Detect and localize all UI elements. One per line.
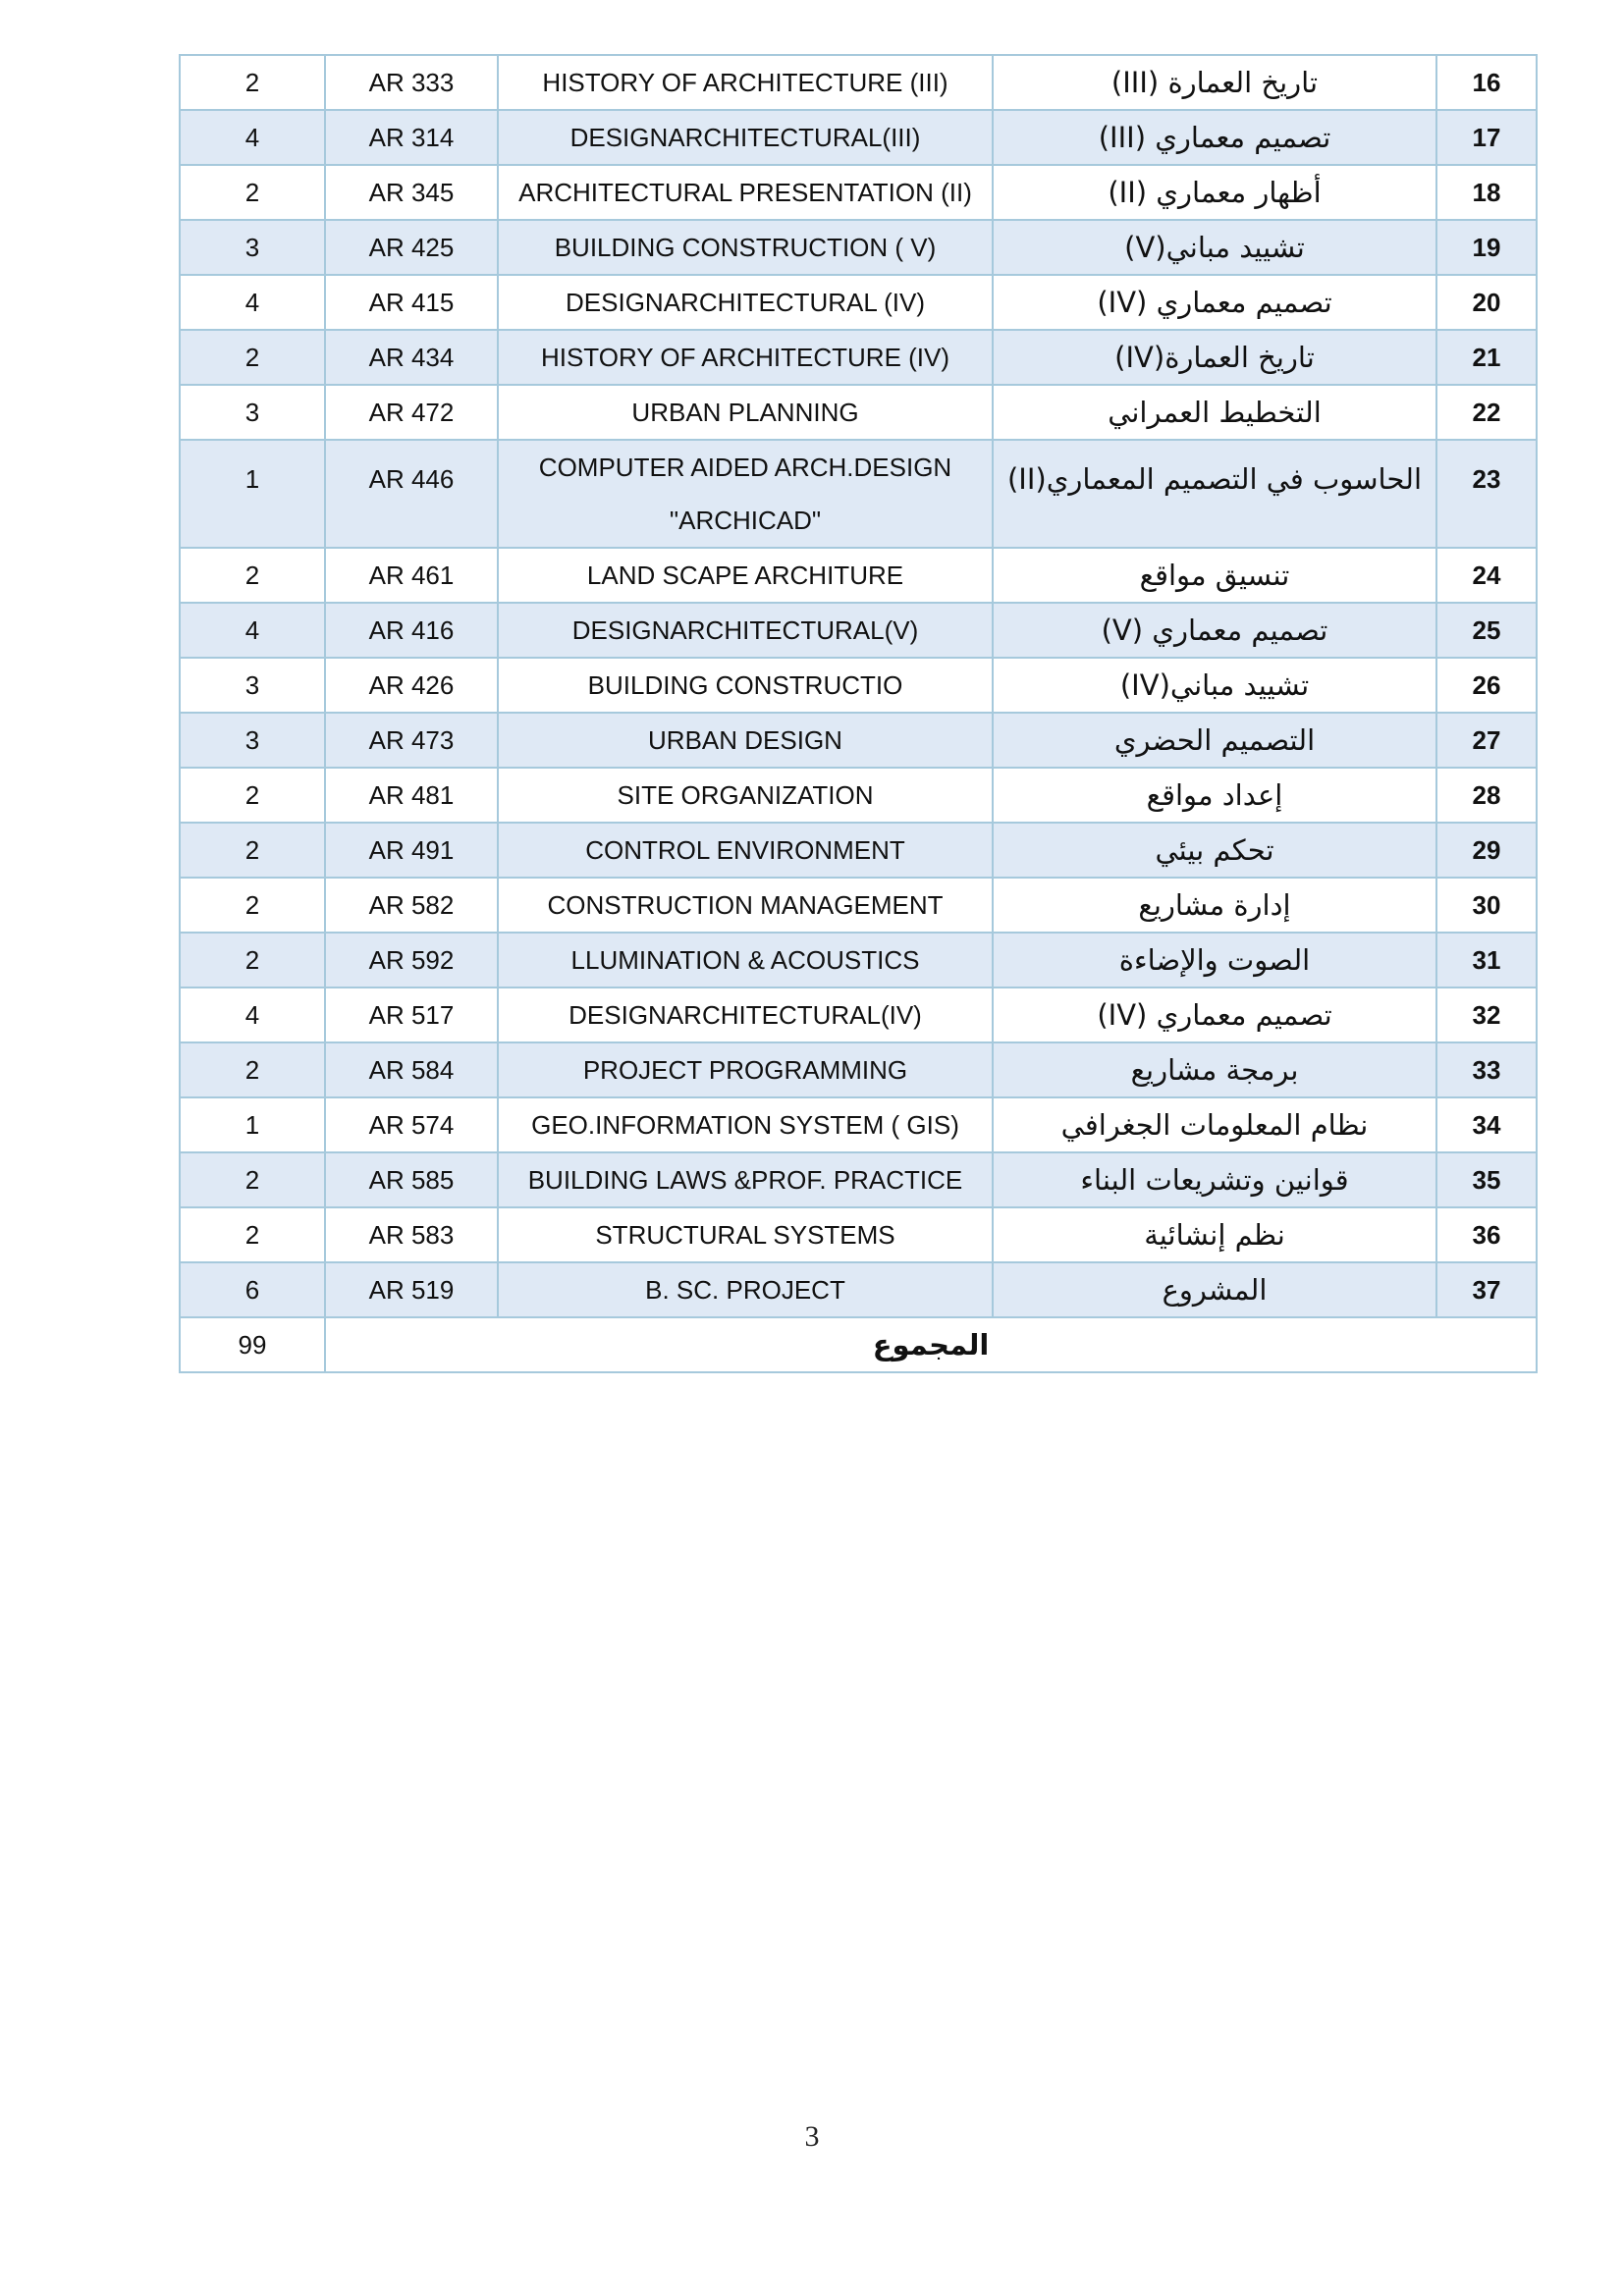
row-number-text: 26 <box>1472 669 1501 700</box>
row-number-cell <box>1436 1042 1537 1097</box>
credits-text: 2 <box>244 779 260 810</box>
credits-cell <box>180 220 325 275</box>
credits-text: 2 <box>244 342 260 372</box>
credits-cell <box>180 1207 325 1262</box>
row-number-cell <box>1436 55 1537 110</box>
course-title-en-text: DESIGNARCHITECTURAL(V) <box>571 614 919 645</box>
credits-cell <box>180 330 325 385</box>
credits-cell <box>180 1097 325 1152</box>
credits-text: 2 <box>244 67 260 97</box>
table-row <box>180 658 1537 713</box>
course-title-ar-cell <box>993 110 1436 165</box>
course-title-ar-text: تحكم بيئي <box>1155 833 1274 867</box>
course-code-text: AR 582 <box>368 889 455 920</box>
course-title-en-cell <box>498 1207 993 1262</box>
course-title-en-text: URBAN DESIGN <box>648 724 842 755</box>
course-title-en-text: PROJECT PROGRAMMING <box>582 1054 908 1085</box>
table-row <box>180 165 1537 220</box>
row-number-text: 37 <box>1472 1274 1501 1305</box>
course-title-en-cell <box>498 1097 993 1152</box>
course-title-ar-text: تشييد مباني(IV) <box>1119 668 1310 702</box>
credits-cell <box>180 713 325 768</box>
table-row <box>180 110 1537 165</box>
course-title-en-text: SITE ORGANIZATION <box>617 779 874 810</box>
row-number-cell <box>1436 275 1537 330</box>
course-title-ar-text: نظم إنشائية <box>1144 1218 1285 1252</box>
course-code-cell <box>325 220 498 275</box>
table-row <box>180 823 1537 878</box>
row-number-text: 21 <box>1472 342 1501 372</box>
credits-cell <box>180 1262 325 1317</box>
course-title-ar-cell <box>993 768 1436 823</box>
course-code-cell <box>325 275 498 330</box>
row-number-text: 31 <box>1472 944 1501 975</box>
course-title-ar-text: إدارة مشاريع <box>1138 888 1291 922</box>
row-number-cell <box>1436 658 1537 713</box>
course-title-en-cell <box>498 823 993 878</box>
course-title-ar-cell <box>993 878 1436 933</box>
course-title-ar-text: الصوت والإضاءة <box>1118 943 1311 977</box>
course-title-en-cell <box>498 385 993 440</box>
row-number-cell <box>1436 330 1537 385</box>
credits-cell <box>180 275 325 330</box>
course-code-cell <box>325 110 498 165</box>
course-rows <box>180 55 1537 1317</box>
course-title-ar-cell <box>993 440 1436 548</box>
course-code-text: AR 584 <box>368 1054 455 1085</box>
credits-cell <box>180 440 325 548</box>
row-number-cell <box>1436 1097 1537 1152</box>
course-title-en-text: GEO.INFORMATION SYSTEM ( GIS) <box>531 1109 959 1140</box>
credits-text: 3 <box>244 232 260 262</box>
row-number-cell <box>1436 165 1537 220</box>
course-title-en-cell <box>498 1152 993 1207</box>
course-title-en-cell <box>498 548 993 603</box>
course-title-en-cell <box>498 878 993 933</box>
row-number-text: 32 <box>1472 999 1501 1030</box>
row-number-text: 27 <box>1472 724 1501 755</box>
course-title-en-cell <box>498 768 993 823</box>
course-code-cell <box>325 1262 498 1317</box>
credits-text: 4 <box>244 287 260 317</box>
row-number-cell <box>1436 768 1537 823</box>
course-title-en-text: BUILDING CONSTRUCTION ( V) <box>554 232 937 262</box>
row-number-cell <box>1436 933 1537 988</box>
course-code-cell <box>325 1042 498 1097</box>
course-title-en-text: HISTORY OF ARCHITECTURE (IV) <box>540 342 950 372</box>
course-title-en-text: COMPUTER AIDED ARCH.DESIGN <box>538 453 952 482</box>
credits-cell <box>180 1042 325 1097</box>
credits-text: 2 <box>244 177 260 207</box>
course-title-en-text: URBAN PLANNING <box>631 397 859 427</box>
row-number-cell <box>1436 110 1537 165</box>
course-code-text: AR 415 <box>368 287 455 317</box>
credits-text: 2 <box>244 944 260 975</box>
course-code-cell <box>325 713 498 768</box>
row-number-cell <box>1436 1152 1537 1207</box>
credits-text: 2 <box>244 834 260 865</box>
course-title-en-cell <box>498 713 993 768</box>
total-credits: 99 <box>180 1317 325 1372</box>
course-title-en-text: BUILDING LAWS &PROF. PRACTICE <box>527 1164 963 1195</box>
course-code-text: AR 446 <box>368 464 455 494</box>
course-title-ar-cell <box>993 1262 1436 1317</box>
course-title-ar-cell <box>993 385 1436 440</box>
credits-text: 6 <box>244 1274 260 1305</box>
course-title-ar-cell <box>993 55 1436 110</box>
course-code-text: AR 425 <box>368 232 455 262</box>
course-code-text: AR 574 <box>368 1109 455 1140</box>
course-title-ar-text: تصميم معماري (IV) <box>1097 998 1332 1032</box>
course-code-cell <box>325 603 498 658</box>
course-title-en-cell <box>498 165 993 220</box>
table-row <box>180 548 1537 603</box>
course-title-ar-cell <box>993 330 1436 385</box>
credits-text: 4 <box>244 614 260 645</box>
course-title-ar-cell <box>993 658 1436 713</box>
course-title-ar-text: تاريخ العمارة (III) <box>1110 66 1319 99</box>
table-row <box>180 1097 1537 1152</box>
course-title-ar-cell <box>993 1152 1436 1207</box>
table-row <box>180 878 1537 933</box>
table-row <box>180 1207 1537 1262</box>
course-title-ar-cell <box>993 1042 1436 1097</box>
course-title-ar-text: التصميم الحضري <box>1113 723 1316 757</box>
course-title-en-text: HISTORY OF ARCHITECTURE (III) <box>542 67 948 97</box>
course-title-en-text: CONTROL ENVIRONMENT <box>585 834 905 865</box>
row-number-cell <box>1436 385 1537 440</box>
course-title-en-text: DESIGNARCHITECTURAL (IV) <box>566 287 925 317</box>
course-title-en-text: CONSTRUCTION MANAGEMENT <box>547 889 944 920</box>
course-code-cell <box>325 55 498 110</box>
course-code-cell <box>325 1207 498 1262</box>
course-title-ar-text: الحاسوب في التصميم المعماري(II) <box>1006 462 1423 496</box>
row-number-text: 28 <box>1472 779 1501 810</box>
course-title-ar-cell <box>993 933 1436 988</box>
page-number: 3 <box>804 2120 820 2153</box>
course-title-en-cell <box>498 603 993 658</box>
credits-cell <box>180 933 325 988</box>
course-code-cell <box>325 1097 498 1152</box>
course-title-ar-text: التخطيط العمراني <box>1108 396 1322 429</box>
course-title-en-cell <box>498 440 993 548</box>
credits-cell <box>180 988 325 1042</box>
course-title-en-text: B. SC. PROJECT <box>645 1274 845 1305</box>
credits-cell <box>180 385 325 440</box>
table-row <box>180 330 1537 385</box>
credits-text: 2 <box>244 560 260 590</box>
course-title-ar-cell <box>993 220 1436 275</box>
row-number-text: 24 <box>1472 560 1501 590</box>
row-number-text: 33 <box>1472 1054 1501 1085</box>
course-title-ar-text: قوانين وتشريعات البناء <box>1080 1163 1349 1197</box>
credits-text: 2 <box>244 1164 260 1195</box>
row-number-cell <box>1436 440 1537 548</box>
course-title-ar-text: تاريخ العمارة(IV) <box>1114 341 1315 374</box>
course-title-ar-text: تنسيق مواقع <box>1139 559 1290 592</box>
credits-cell <box>180 603 325 658</box>
course-code-text: AR 461 <box>368 560 455 590</box>
row-number-cell <box>1436 220 1537 275</box>
course-title-ar-text: تصميم معماري (III) <box>1098 121 1331 154</box>
course-code-cell <box>325 933 498 988</box>
course-title-en-cell <box>498 1042 993 1097</box>
course-title-en-text: BUILDING CONSTRUCTIO <box>587 669 903 700</box>
row-number-cell <box>1436 878 1537 933</box>
course-title-ar-cell <box>993 988 1436 1042</box>
course-title-en-cell <box>498 1262 993 1317</box>
credits-cell <box>180 658 325 713</box>
course-code-cell <box>325 988 498 1042</box>
credits-text: 4 <box>244 999 260 1030</box>
table-row <box>180 933 1537 988</box>
row-number-cell <box>1436 713 1537 768</box>
row-number-cell <box>1436 1207 1537 1262</box>
course-code-text: AR 426 <box>368 669 455 700</box>
course-title-en-cell <box>498 110 993 165</box>
table-row <box>180 1152 1537 1207</box>
course-code-text: AR 519 <box>368 1274 455 1305</box>
course-title-ar-text: تشييد مباني(V) <box>1124 231 1305 264</box>
course-code-cell <box>325 658 498 713</box>
credits-cell <box>180 823 325 878</box>
course-title-en-cell <box>498 658 993 713</box>
row-number-text: 19 <box>1472 232 1501 262</box>
row-number-text: 30 <box>1472 889 1501 920</box>
course-code-text: AR 583 <box>368 1219 455 1250</box>
course-title-en-text: DESIGNARCHITECTURAL(III) <box>569 122 921 152</box>
course-title-ar-text: نظام المعلومات الجغرافي <box>1060 1108 1369 1142</box>
course-code-cell <box>325 330 498 385</box>
row-number-text: 29 <box>1472 834 1501 865</box>
table-row <box>180 55 1537 110</box>
course-code-cell <box>325 1152 498 1207</box>
course-code-cell <box>325 548 498 603</box>
row-number-text: 35 <box>1472 1164 1501 1195</box>
course-title-en-text: STRUCTURAL SYSTEMS <box>595 1219 895 1250</box>
course-code-cell <box>325 768 498 823</box>
course-title-ar-cell <box>993 165 1436 220</box>
course-code-text: AR 333 <box>368 67 455 97</box>
table-row <box>180 385 1537 440</box>
total-row <box>180 1317 1537 1372</box>
credits-text: 2 <box>244 1219 260 1250</box>
course-title-en-text: DESIGNARCHITECTURAL(IV) <box>568 999 922 1030</box>
course-code-text: AR 473 <box>368 724 455 755</box>
course-code-cell <box>325 440 498 548</box>
course-title-ar-cell <box>993 823 1436 878</box>
course-title-en-cell <box>498 275 993 330</box>
course-code-text: AR 314 <box>368 122 455 152</box>
course-code-text: AR 585 <box>368 1164 455 1195</box>
row-number-text: 25 <box>1472 614 1501 645</box>
courses-table <box>179 54 1538 1373</box>
course-code-text: AR 481 <box>368 779 455 810</box>
course-title-en-text-line2: "ARCHICAD" <box>669 506 822 535</box>
row-number-text: 23 <box>1472 464 1501 494</box>
credits-text: 2 <box>244 1054 260 1085</box>
row-number-cell <box>1436 548 1537 603</box>
course-code-cell <box>325 385 498 440</box>
course-title-en-cell <box>498 220 993 275</box>
row-number-cell <box>1436 1262 1537 1317</box>
course-code-cell <box>325 823 498 878</box>
credits-cell <box>180 110 325 165</box>
course-title-ar-text: برمجة مشاريع <box>1130 1053 1299 1087</box>
course-title-en-cell <box>498 933 993 988</box>
table-row <box>180 768 1537 823</box>
course-code-text: AR 345 <box>368 177 455 207</box>
credits-text: 1 <box>244 464 260 494</box>
course-code-text: AR 491 <box>368 834 455 865</box>
course-code-text: AR 434 <box>368 342 455 372</box>
total-label: المجموع <box>325 1317 1537 1372</box>
credits-text: 4 <box>244 122 260 152</box>
course-code-text: AR 416 <box>368 614 455 645</box>
credits-cell <box>180 548 325 603</box>
row-number-cell <box>1436 603 1537 658</box>
course-title-en-text: ARCHITECTURAL PRESENTATION (II) <box>518 177 972 207</box>
credits-text: 1 <box>244 1109 260 1140</box>
course-title-ar-text: تصميم معماري (IV) <box>1097 286 1332 319</box>
course-code-cell <box>325 165 498 220</box>
course-title-en-text: LAND SCAPE ARCHITURE <box>586 560 904 590</box>
row-number-text: 34 <box>1472 1109 1501 1140</box>
row-number-text: 20 <box>1472 287 1501 317</box>
course-title-ar-cell <box>993 713 1436 768</box>
table-row <box>180 988 1537 1042</box>
table-row <box>180 603 1537 658</box>
course-title-ar-cell <box>993 548 1436 603</box>
course-title-ar-cell <box>993 275 1436 330</box>
credits-text: 3 <box>244 397 260 427</box>
credits-text: 3 <box>244 724 260 755</box>
table-row <box>180 1262 1537 1317</box>
credits-cell <box>180 165 325 220</box>
course-title-en-cell <box>498 988 993 1042</box>
course-title-ar-cell <box>993 1207 1436 1262</box>
course-title-ar-cell <box>993 1097 1436 1152</box>
course-title-ar-text: تصميم معماري (V) <box>1101 614 1328 647</box>
table-row <box>180 440 1537 548</box>
table-row <box>180 220 1537 275</box>
row-number-cell <box>1436 988 1537 1042</box>
course-title-en-cell <box>498 55 993 110</box>
row-number-cell <box>1436 823 1537 878</box>
credits-cell <box>180 768 325 823</box>
table-row <box>180 713 1537 768</box>
credits-text: 3 <box>244 669 260 700</box>
table-row <box>180 1042 1537 1097</box>
table-row <box>180 275 1537 330</box>
row-number-text: 16 <box>1472 67 1501 97</box>
row-number-text: 36 <box>1472 1219 1501 1250</box>
row-number-text: 17 <box>1472 122 1501 152</box>
course-title-ar-cell <box>993 603 1436 658</box>
course-code-text: AR 472 <box>368 397 455 427</box>
credits-text: 2 <box>244 889 260 920</box>
course-code-text: AR 517 <box>368 999 455 1030</box>
course-title-ar-text: المشروع <box>1162 1273 1268 1307</box>
row-number-text: 22 <box>1472 397 1501 427</box>
course-code-cell <box>325 878 498 933</box>
course-code-text: AR 592 <box>368 944 455 975</box>
course-title-en-text: LLUMINATION & ACOUSTICS <box>570 944 920 975</box>
credits-cell <box>180 878 325 933</box>
credits-cell <box>180 1152 325 1207</box>
course-title-ar-text: إعداد مواقع <box>1146 778 1283 812</box>
course-title-ar-text: أظهار معماري (II) <box>1108 176 1322 209</box>
credits-cell <box>180 55 325 110</box>
course-title-en-cell <box>498 330 993 385</box>
row-number-text: 18 <box>1472 177 1501 207</box>
